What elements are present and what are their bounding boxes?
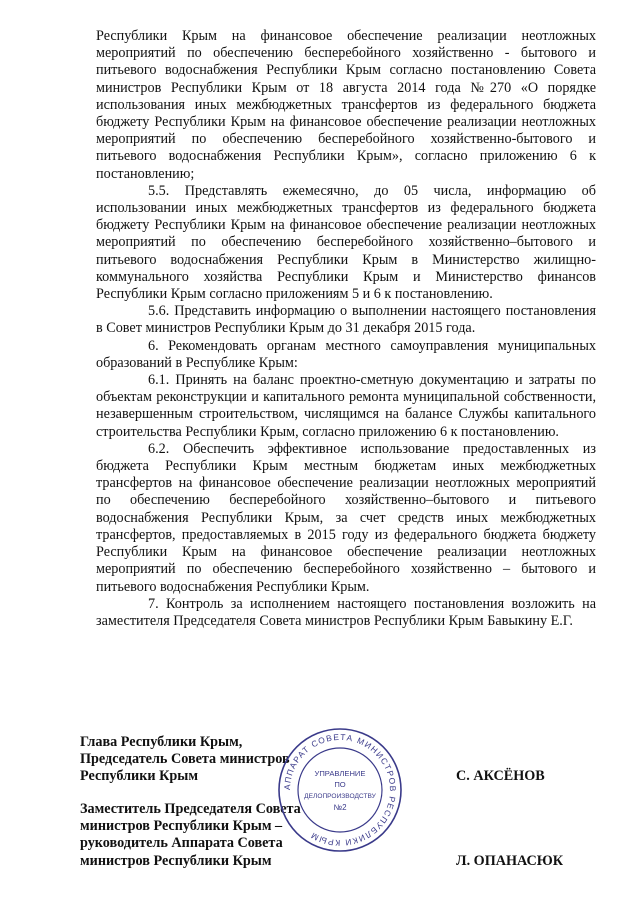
stamp-inner-ring bbox=[298, 748, 382, 832]
paragraph-1: Республики Крым на финансовое обеспечение реализации неотложных мероприятий по обеспечению бесперебойного хозяйственно - бытового и питьевого водоснабжения Республики Крым согласно постановлению Совета министров Республики Крым от 18 августа 2014 года №270 «О порядке использования иных межбюджетных трансфертов из федерального бюджета бюджету Республики Крым на финансовое обеспечение реализации неотложных мероприятий по обеспечению бесперебойного хозяйственно-бытового и питьевого водоснабжения Республики Крым», согласно приложению 6 к постановлению; bbox=[96, 28, 596, 182]
head-title-line: Глава Республики Крым, bbox=[80, 734, 243, 750]
deputy-signature-name: Л. ОПАНАСЮК bbox=[456, 853, 564, 869]
stamp-outer-ring bbox=[279, 729, 401, 851]
deputy-title-line: министров Республики Крым – bbox=[80, 818, 283, 835]
head-title-line: Председатель Совета министров bbox=[80, 751, 290, 768]
paragraph-6: 6. Рекомендовать органам местного самоуправления муниципальных образований в Республике Крым: bbox=[96, 337, 596, 371]
stamp-line: ДЕЛОПРОИЗВОДСТВУ bbox=[304, 793, 376, 800]
stamp-line: №2 bbox=[333, 803, 347, 812]
paragraph-5-5: 5.5. Представлять ежемесячно, до 05 числа, информацию об использовании иных межбюджетных трансфертов из федерального бюджета бюджету Республики Крым на финансовое обеспечение реализации неотложных мероприятий по обеспечению бесперебойного хозяйственно–бытового и питьевого водоснабжения Республики Крым в Министерство жилищно-коммунального хозяйства Республики Крым и Министерство финансов Республики Крым согласно приложениям 5 и 6 к постановлению. bbox=[96, 182, 596, 303]
stamp-line: УПРАВЛЕНИЕ bbox=[314, 769, 366, 778]
paragraph-5-6: 5.6. Представить информацию о выполнении настоящего постановления в Совет министров Республики Крым до 31 декабря 2015 года. bbox=[96, 303, 596, 337]
stamp-ring-text: АППАРАТ СОВЕТА МИНИСТРОВ РЕСПУБЛИКИ КРЫМ bbox=[281, 731, 399, 849]
deputy-title-line: министров Республики Крым bbox=[80, 852, 272, 869]
paragraph-6-2: 6.2. Обеспечить эффективное использование предоставленных из бюджета Республики Крым местным бюджетам иных межбюджетных трансфертов на финансовое обеспечение реализации неотложных мероприятий по обеспечению бесперебойного хозяйственно–бытового и питьевого водоснабжения Республики Крым, за счет средств иных межбюджетных трансфертов, предоставляемых в 2015 году из федерального бюджета бюджету Республики Крым на финансовое обеспечение реализации неотложных мероприятий по обеспечению бесперебойного хозяйственно – бытового и питьевого водоснабжения Республики Крым. bbox=[96, 440, 596, 595]
deputy-title-line: Заместитель Председателя Совета bbox=[80, 801, 301, 817]
document-body bbox=[96, 28, 596, 630]
stamp-line: ПО bbox=[334, 780, 346, 789]
head-title-line: Республики Крым bbox=[80, 768, 199, 785]
paragraph-7: 7. Контроль за исполнением настоящего постановления возложить на заместителя Председателя Совета министров Республики Крым Бавыкину Е.Г. bbox=[96, 595, 596, 629]
paragraph-6-1: 6.1. Принять на баланс проектно-сметную документацию и затраты по объектам реконструкции и капитального ремонта муниципальной собственности, незавершенным строительством, числящимся на балансе Службы капитального строительства Республики Крым, согласно приложению 6 к постановлению. bbox=[96, 372, 596, 440]
head-signature-name: С. АКСЁНОВ bbox=[456, 768, 545, 784]
official-stamp bbox=[276, 726, 404, 854]
deputy-title-line: руководитель Аппарата Совета bbox=[80, 835, 283, 852]
